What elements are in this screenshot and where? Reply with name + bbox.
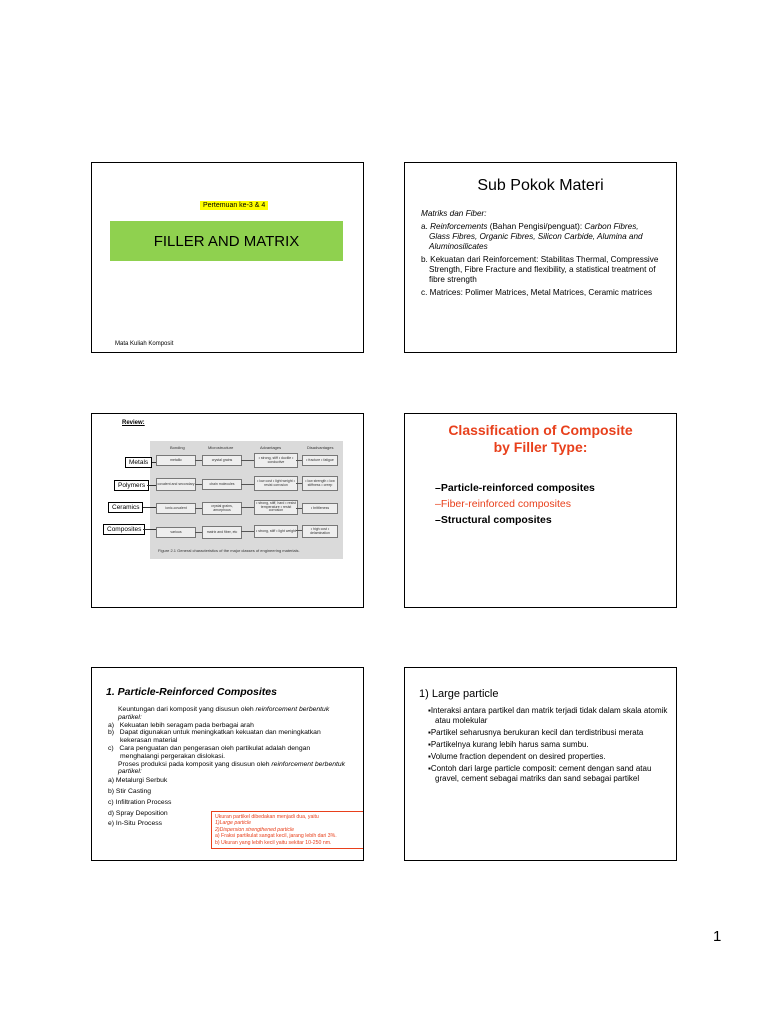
col-microstructure: Microstructure [208, 445, 234, 450]
slide-5-title: 1. Particle-Reinforced Composites [106, 686, 277, 698]
cell: chain molecules [202, 479, 242, 490]
arrow [195, 460, 202, 461]
arrow [296, 483, 302, 484]
col-disadvantages: Disadvantages [307, 445, 334, 450]
particle-size-note [211, 811, 364, 849]
note-line: Ukuran partikel dibedakan menjadi dua, yaitu [215, 814, 319, 820]
connector [152, 462, 156, 463]
label-ceramics: Ceramics [108, 502, 143, 513]
review-label: Review: [122, 420, 145, 426]
list-item: –Structural composites [435, 514, 552, 526]
arrow [296, 460, 302, 461]
course-name: Mata Kuliah Komposit [115, 341, 174, 347]
cell: • high cost • delamination [302, 525, 338, 538]
slide-1 [91, 162, 364, 353]
intro-text: Keuntungan dari komposit yang disusun oleh [118, 706, 256, 713]
connector [143, 507, 156, 508]
slide-2-title: Sub Pokok Materi [477, 177, 604, 194]
bullet-item: ▪Interaksi antara partikel dan matrik terjadi tidak dalam skala atomik atau molekular [428, 706, 668, 725]
slide-2-heading: Matriks dan Fiber: [421, 209, 487, 218]
large-particle-list [428, 706, 668, 786]
label-metals: Metals [125, 457, 152, 468]
connector [143, 529, 156, 530]
slide-4-title [405, 422, 676, 456]
process-item: d) Spray Deposition [108, 809, 168, 817]
item-a-prefix: a. [421, 222, 431, 231]
col-advantages: Advantages [260, 445, 282, 450]
cell: • strong, stiff • ductile • conductive [254, 453, 298, 468]
arrow [241, 507, 254, 508]
process-item: a) Metalurgi Serbuk [108, 777, 168, 785]
process-intro-text: Proses produksi pada komposit yang disusun oleh [118, 760, 272, 768]
arrow [241, 531, 254, 532]
slide-2 [404, 162, 677, 353]
item-c: c. Matrices: Polimer Matrices, Metal Matrices, Ceramic matrices [421, 288, 653, 297]
item-a-desc: (Bahan Pengisi/penguat): [487, 222, 585, 231]
item-b: b. Kekuatan dari Reinforcement: Stabilitas Thermal, Compressive Strength, Fibre Fracture and flexibility, a statistical treatment of fibre strength [421, 255, 659, 284]
arrow [195, 508, 202, 509]
bullet-item: ▪Partikel seharusnya berukuran kecil dan terdistribusi merata [428, 728, 644, 737]
item-a-list: Carbon Fibres, Glass Fibres, Organic Fibres, Silicon Carbide, Alumina and Aluminosilicates [429, 222, 643, 251]
title-line-2: by Filler Type: [493, 439, 588, 455]
slide-6 [404, 667, 677, 861]
process-item: b) Stir Casting [108, 787, 152, 795]
bullet-item: ▪Partikelnya kurang lebih harus sama sumbu. [428, 740, 589, 749]
cell: • brittleness [302, 503, 338, 514]
cell: various [156, 527, 196, 538]
intro [108, 706, 348, 722]
slide-4 [404, 413, 677, 608]
arrow [241, 484, 254, 485]
slide-1-title: FILLER AND MATRIX [110, 221, 343, 261]
intro-term: reinforcement berbentuk partikel: [118, 706, 330, 721]
label-polymers: Polymers [114, 480, 149, 491]
slide-5 [91, 667, 364, 861]
cell: crystal grains, amorphous [202, 502, 242, 515]
bullet-item: ▪Volume fraction dependent on desired properties. [428, 752, 606, 761]
bullet-item: ▪Contoh dari large particle composit: cement dengan sand atau gravel, cement sebagai matriks dan sand sebagai partikel [428, 764, 652, 783]
cell: • low strength • low stiffness • creep [302, 476, 338, 491]
cell: • strong, stiff • light weight [254, 525, 298, 538]
filler-type-list [435, 480, 595, 528]
note-line: 2)Dispersion strengthened particle [215, 826, 295, 833]
list-item: –Fiber-reinforced composites [435, 498, 571, 510]
item-a [421, 222, 661, 252]
process-item: e) In-Situ Process [108, 820, 163, 828]
cell: covalent and secondary [156, 478, 196, 491]
slide-2-body [421, 209, 661, 301]
cell: ionic-covalent [156, 503, 196, 514]
slide-3 [91, 413, 364, 608]
connector [147, 485, 156, 486]
process-intro [108, 761, 348, 777]
item-a-term: Reinforcements [430, 222, 488, 231]
arrow [241, 460, 254, 461]
arrow [195, 484, 202, 485]
meeting-badge: Pertemuan ke-3 & 4 [200, 201, 268, 210]
cell: matrix and fiber, etc [202, 526, 242, 539]
slide-5-body [108, 706, 348, 828]
note-line: 1)Large particle [215, 820, 252, 827]
slide-6-title: 1) Large particle [419, 688, 499, 700]
note-line: a) Fraksi partikulat sangat kecil, jarang lebih dari 3%. [215, 833, 337, 840]
figure-caption: Figure 2.1 General characteristics of the major classes of engineering materials. [158, 548, 300, 553]
col-bonding: Bonding [170, 445, 185, 450]
cell: • low cost • light weight • resist corrosion [254, 476, 298, 491]
title-line-1: Classification of Composite [448, 422, 633, 438]
label-composites: Composites [103, 524, 145, 535]
advantage-b: b) Dapat digunakan untuk meningkatkan kekuatan dan meningkatkan kekerasan material [108, 729, 321, 745]
cell: • fracture • fatigue [302, 455, 338, 466]
advantage-c: c) Cara penguatan dan pengerasan oleh partikulat adalah dengan menghalangi pergerakan dislokasi. [108, 744, 311, 760]
process-item: c) Infiltration Process [108, 798, 172, 806]
arrow [296, 508, 302, 509]
note-line: b) Ukuran yang lebih kecil yaitu sekitar 10-250 nm. [215, 839, 332, 846]
process-intro-term: reinforcement berbentuk partikel: [118, 760, 346, 776]
arrow [195, 532, 202, 533]
materials-figure [150, 441, 343, 559]
list-item: –Particle-reinforced composites [435, 482, 595, 494]
cell: metallic [156, 455, 196, 466]
page-number: 1 [713, 928, 722, 945]
arrow [296, 530, 302, 531]
cell: • strong, stiff, hard • resist temperature • resist corrosion [254, 500, 298, 515]
cell: crystal grains [202, 455, 242, 466]
advantage-a: a) Kekuatan lebih seragam pada berbagai arah [108, 721, 254, 729]
